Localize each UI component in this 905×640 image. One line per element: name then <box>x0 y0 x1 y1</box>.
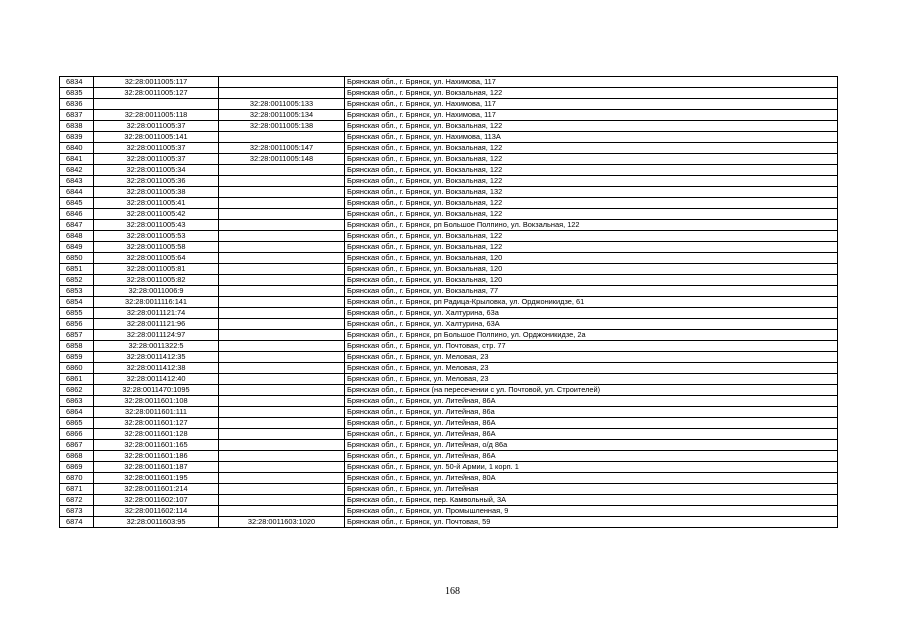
row-number-cell: 6859 <box>60 352 94 363</box>
address-cell: Брянская обл., г. Брянск, ул. Литейная, 86А <box>345 418 838 429</box>
address-cell: Брянская обл., г. Брянск, пер. Камвольный, 3А <box>345 495 838 506</box>
address-cell: Брянская обл., г. Брянск, ул. Нахимова, 117 <box>345 77 838 88</box>
related-cadastral-number-cell <box>219 209 345 220</box>
related-cadastral-number-cell <box>219 297 345 308</box>
address-cell: Брянская обл., г. Брянск, ул. Вокзальная, 122 <box>345 88 838 99</box>
cadastral-number-cell: 32:28:0011470:1095 <box>94 385 219 396</box>
cadastral-number-cell: 32:28:0011005:34 <box>94 165 219 176</box>
row-number-cell: 6866 <box>60 429 94 440</box>
table-row <box>60 429 838 440</box>
table-row <box>60 418 838 429</box>
table-row <box>60 242 838 253</box>
table-row <box>60 385 838 396</box>
cadastral-number-cell: 32:28:0011412:40 <box>94 374 219 385</box>
table-row <box>60 462 838 473</box>
row-number-cell: 6837 <box>60 110 94 121</box>
cadastral-number-cell: 32:28:0011006:9 <box>94 286 219 297</box>
address-cell: Брянская обл., г. Брянск, ул. Вокзальная, 122 <box>345 242 838 253</box>
cadastral-number-cell: 32:28:0011601:108 <box>94 396 219 407</box>
address-cell: Брянская обл., г. Брянск, ул. Халтурина, 63А <box>345 319 838 330</box>
cadastral-number-cell: 32:28:0011412:38 <box>94 363 219 374</box>
related-cadastral-number-cell <box>219 363 345 374</box>
row-number-cell: 6842 <box>60 165 94 176</box>
cadastral-number-cell: 32:28:0011602:114 <box>94 506 219 517</box>
table-row <box>60 352 838 363</box>
address-cell: Брянская обл., г. Брянск, ул. Литейная, 86А <box>345 396 838 407</box>
table-row <box>60 110 838 121</box>
address-cell: Брянская обл., г. Брянск, ул. Нахимова, 117 <box>345 110 838 121</box>
address-cell: Брянская обл., г. Брянск, ул. Промышленная, 9 <box>345 506 838 517</box>
table-row <box>60 374 838 385</box>
table-row <box>60 88 838 99</box>
address-cell: Брянская обл., г. Брянск, ул. Вокзальная, 122 <box>345 121 838 132</box>
address-cell: Брянская обл., г. Брянск, ул. Меловая, 23 <box>345 352 838 363</box>
cadastral-number-cell: 32:28:0011005:41 <box>94 198 219 209</box>
cadastral-number-cell: 32:28:0011601:127 <box>94 418 219 429</box>
related-cadastral-number-cell <box>219 231 345 242</box>
cadastral-number-cell: 32:28:0011005:37 <box>94 121 219 132</box>
related-cadastral-number-cell <box>219 374 345 385</box>
table-row <box>60 99 838 110</box>
row-number-cell: 6853 <box>60 286 94 297</box>
row-number-cell: 6856 <box>60 319 94 330</box>
address-cell: Брянская обл., г. Брянск, ул. Нахимова, 117 <box>345 99 838 110</box>
table-row <box>60 286 838 297</box>
related-cadastral-number-cell <box>219 484 345 495</box>
cadastral-number-cell: 32:28:0011005:37 <box>94 143 219 154</box>
related-cadastral-number-cell <box>219 198 345 209</box>
table-row <box>60 253 838 264</box>
related-cadastral-number-cell <box>219 418 345 429</box>
address-cell: Брянская обл., г. Брянск, ул. Вокзальная, 122 <box>345 231 838 242</box>
table-row <box>60 407 838 418</box>
cadastral-number-cell: 32:28:0011005:58 <box>94 242 219 253</box>
cadastral-number-cell: 32:28:0011005:127 <box>94 88 219 99</box>
table-row <box>60 396 838 407</box>
cadastral-number-cell: 32:28:0011005:141 <box>94 132 219 143</box>
related-cadastral-number-cell <box>219 473 345 484</box>
address-cell: Брянская обл., г. Брянск, рп Большое Полпино, ул. Орджоникидзе, 2а <box>345 330 838 341</box>
table-row <box>60 319 838 330</box>
table-row <box>60 132 838 143</box>
cadastral-number-cell: 32:28:0011005:36 <box>94 176 219 187</box>
address-cell: Брянская обл., г. Брянск, ул. Литейная, о/д 86а <box>345 440 838 451</box>
row-number-cell: 6861 <box>60 374 94 385</box>
related-cadastral-number-cell: 32:28:0011603:1020 <box>219 517 345 528</box>
cadastral-number-cell: 32:28:0011005:38 <box>94 187 219 198</box>
table-row <box>60 363 838 374</box>
row-number-cell: 6850 <box>60 253 94 264</box>
row-number-cell: 6836 <box>60 99 94 110</box>
row-number-cell: 6867 <box>60 440 94 451</box>
row-number-cell: 6855 <box>60 308 94 319</box>
row-number-cell: 6857 <box>60 330 94 341</box>
table-row <box>60 176 838 187</box>
page-number: 168 <box>445 586 460 597</box>
related-cadastral-number-cell <box>219 220 345 231</box>
table-row <box>60 484 838 495</box>
row-number-cell: 6843 <box>60 176 94 187</box>
address-cell: Брянская обл., г. Брянск (на пересечении с ул. Почтовой, ул. Строителей) <box>345 385 838 396</box>
cadastral-number-cell: 32:28:0011601:186 <box>94 451 219 462</box>
address-cell: Брянская обл., г. Брянск, рп Радица-Крыловка, ул. Орджоникидзе, 61 <box>345 297 838 308</box>
address-cell: Брянская обл., г. Брянск, ул. Литейная, 86а <box>345 407 838 418</box>
table-row <box>60 297 838 308</box>
address-cell: Брянская обл., г. Брянск, ул. Литейная, 86А <box>345 451 838 462</box>
row-number-cell: 6863 <box>60 396 94 407</box>
related-cadastral-number-cell <box>219 495 345 506</box>
related-cadastral-number-cell: 32:28:0011005:147 <box>219 143 345 154</box>
row-number-cell: 6834 <box>60 77 94 88</box>
cadastral-number-cell: 32:28:0011601:165 <box>94 440 219 451</box>
related-cadastral-number-cell <box>219 88 345 99</box>
address-cell: Брянская обл., г. Брянск, ул. Литейная, 80А <box>345 473 838 484</box>
cadastral-number-cell: 32:28:0011322:5 <box>94 341 219 352</box>
address-cell: Брянская обл., г. Брянск, ул. Вокзальная, 120 <box>345 264 838 275</box>
related-cadastral-number-cell: 32:28:0011005:133 <box>219 99 345 110</box>
cadastral-number-cell: 32:28:0011124:97 <box>94 330 219 341</box>
row-number-cell: 6851 <box>60 264 94 275</box>
related-cadastral-number-cell <box>219 451 345 462</box>
row-number-cell: 6846 <box>60 209 94 220</box>
related-cadastral-number-cell <box>219 264 345 275</box>
address-cell: Брянская обл., г. Брянск, ул. Вокзальная, 132 <box>345 187 838 198</box>
row-number-cell: 6839 <box>60 132 94 143</box>
table-row <box>60 264 838 275</box>
cadastral-number-cell: 32:28:0011121:74 <box>94 308 219 319</box>
table-row <box>60 517 838 528</box>
address-cell: Брянская обл., г. Брянск, ул. Литейная <box>345 484 838 495</box>
cadastral-number-cell: 32:28:0011005:64 <box>94 253 219 264</box>
row-number-cell: 6870 <box>60 473 94 484</box>
cadastral-number-cell: 32:28:0011601:187 <box>94 462 219 473</box>
address-cell: Брянская обл., г. Брянск, ул. Меловая, 23 <box>345 374 838 385</box>
address-cell: Брянская обл., г. Брянск, ул. Почтовая, 59 <box>345 517 838 528</box>
table-row <box>60 451 838 462</box>
address-cell: Брянская обл., г. Брянск, ул. Меловая, 23 <box>345 363 838 374</box>
cadastral-number-cell: 32:28:0011603:95 <box>94 517 219 528</box>
table-row <box>60 165 838 176</box>
related-cadastral-number-cell: 32:28:0011005:148 <box>219 154 345 165</box>
row-number-cell: 6869 <box>60 462 94 473</box>
table-row <box>60 220 838 231</box>
related-cadastral-number-cell <box>219 253 345 264</box>
row-number-cell: 6860 <box>60 363 94 374</box>
cadastral-number-cell <box>94 99 219 110</box>
table-row <box>60 154 838 165</box>
address-cell: Брянская обл., г. Брянск, ул. Вокзальная, 122 <box>345 143 838 154</box>
cadastral-number-cell: 32:28:0011005:43 <box>94 220 219 231</box>
table-row <box>60 341 838 352</box>
table-row <box>60 231 838 242</box>
row-number-cell: 6862 <box>60 385 94 396</box>
table-row <box>60 275 838 286</box>
row-number-cell: 6874 <box>60 517 94 528</box>
row-number-cell: 6844 <box>60 187 94 198</box>
row-number-cell: 6841 <box>60 154 94 165</box>
cadastral-number-cell: 32:28:0011005:37 <box>94 154 219 165</box>
cadastral-number-cell: 32:28:0011412:35 <box>94 352 219 363</box>
cadastral-number-cell: 32:28:0011005:117 <box>94 77 219 88</box>
row-number-cell: 6873 <box>60 506 94 517</box>
table-row <box>60 187 838 198</box>
cadastral-number-cell: 32:28:0011602:107 <box>94 495 219 506</box>
related-cadastral-number-cell <box>219 407 345 418</box>
address-cell: Брянская обл., г. Брянск, ул. Литейная, 86А <box>345 429 838 440</box>
row-number-cell: 6871 <box>60 484 94 495</box>
related-cadastral-number-cell <box>219 506 345 517</box>
related-cadastral-number-cell <box>219 319 345 330</box>
address-cell: Брянская обл., г. Брянск, рп Большое Полпино, ул. Вокзальная, 122 <box>345 220 838 231</box>
table-row <box>60 198 838 209</box>
cadastral-number-cell: 32:28:0011005:42 <box>94 209 219 220</box>
row-number-cell: 6864 <box>60 407 94 418</box>
table-row <box>60 473 838 484</box>
address-cell: Брянская обл., г. Брянск, ул. Вокзальная, 122 <box>345 176 838 187</box>
row-number-cell: 6872 <box>60 495 94 506</box>
address-cell: Брянская обл., г. Брянск, ул. Халтурина, 63а <box>345 308 838 319</box>
address-cell: Брянская обл., г. Брянск, ул. Вокзальная, 77 <box>345 286 838 297</box>
row-number-cell: 6858 <box>60 341 94 352</box>
row-number-cell: 6849 <box>60 242 94 253</box>
row-number-cell: 6865 <box>60 418 94 429</box>
table-row <box>60 209 838 220</box>
cadastral-number-cell: 32:28:0011116:141 <box>94 297 219 308</box>
related-cadastral-number-cell <box>219 396 345 407</box>
row-number-cell: 6835 <box>60 88 94 99</box>
related-cadastral-number-cell <box>219 352 345 363</box>
related-cadastral-number-cell <box>219 187 345 198</box>
row-number-cell: 6838 <box>60 121 94 132</box>
table-row <box>60 77 838 88</box>
related-cadastral-number-cell <box>219 341 345 352</box>
address-cell: Брянская обл., г. Брянск, ул. Вокзальная, 122 <box>345 154 838 165</box>
table-row <box>60 143 838 154</box>
table-row <box>60 330 838 341</box>
cadastral-number-cell: 32:28:0011005:53 <box>94 231 219 242</box>
table-row <box>60 506 838 517</box>
related-cadastral-number-cell <box>219 440 345 451</box>
address-cell: Брянская обл., г. Брянск, ул. Вокзальная, 120 <box>345 275 838 286</box>
cadastral-number-cell: 32:28:0011601:128 <box>94 429 219 440</box>
related-cadastral-number-cell <box>219 275 345 286</box>
cadastral-number-cell: 32:28:0011121:96 <box>94 319 219 330</box>
related-cadastral-number-cell <box>219 132 345 143</box>
related-cadastral-number-cell <box>219 462 345 473</box>
related-cadastral-number-cell: 32:28:0011005:134 <box>219 110 345 121</box>
address-cell: Брянская обл., г. Брянск, ул. Вокзальная, 120 <box>345 253 838 264</box>
related-cadastral-number-cell <box>219 176 345 187</box>
related-cadastral-number-cell <box>219 330 345 341</box>
registry-table <box>59 76 838 528</box>
address-cell: Брянская обл., г. Брянск, ул. Вокзальная, 122 <box>345 198 838 209</box>
related-cadastral-number-cell <box>219 308 345 319</box>
row-number-cell: 6848 <box>60 231 94 242</box>
related-cadastral-number-cell <box>219 429 345 440</box>
registry-table-body <box>60 77 838 528</box>
row-number-cell: 6868 <box>60 451 94 462</box>
cadastral-number-cell: 32:28:0011601:214 <box>94 484 219 495</box>
address-cell: Брянская обл., г. Брянск, ул. Нахимова, 113А <box>345 132 838 143</box>
related-cadastral-number-cell <box>219 77 345 88</box>
table-row <box>60 440 838 451</box>
row-number-cell: 6840 <box>60 143 94 154</box>
row-number-cell: 6854 <box>60 297 94 308</box>
related-cadastral-number-cell <box>219 165 345 176</box>
cadastral-number-cell: 32:28:0011601:111 <box>94 407 219 418</box>
cadastral-number-cell: 32:28:0011005:82 <box>94 275 219 286</box>
address-cell: Брянская обл., г. Брянск, ул. 50-й Армии, 1 корп. 1 <box>345 462 838 473</box>
table-row <box>60 121 838 132</box>
related-cadastral-number-cell <box>219 385 345 396</box>
address-cell: Брянская обл., г. Брянск, ул. Вокзальная, 122 <box>345 165 838 176</box>
row-number-cell: 6847 <box>60 220 94 231</box>
cadastral-number-cell: 32:28:0011601:195 <box>94 473 219 484</box>
table-row <box>60 308 838 319</box>
row-number-cell: 6845 <box>60 198 94 209</box>
related-cadastral-number-cell <box>219 242 345 253</box>
table-row <box>60 495 838 506</box>
address-cell: Брянская обл., г. Брянск, ул. Вокзальная, 122 <box>345 209 838 220</box>
row-number-cell: 6852 <box>60 275 94 286</box>
cadastral-number-cell: 32:28:0011005:118 <box>94 110 219 121</box>
related-cadastral-number-cell: 32:28:0011005:138 <box>219 121 345 132</box>
address-cell: Брянская обл., г. Брянск, ул. Почтовая, стр. 77 <box>345 341 838 352</box>
cadastral-number-cell: 32:28:0011005:81 <box>94 264 219 275</box>
related-cadastral-number-cell <box>219 286 345 297</box>
